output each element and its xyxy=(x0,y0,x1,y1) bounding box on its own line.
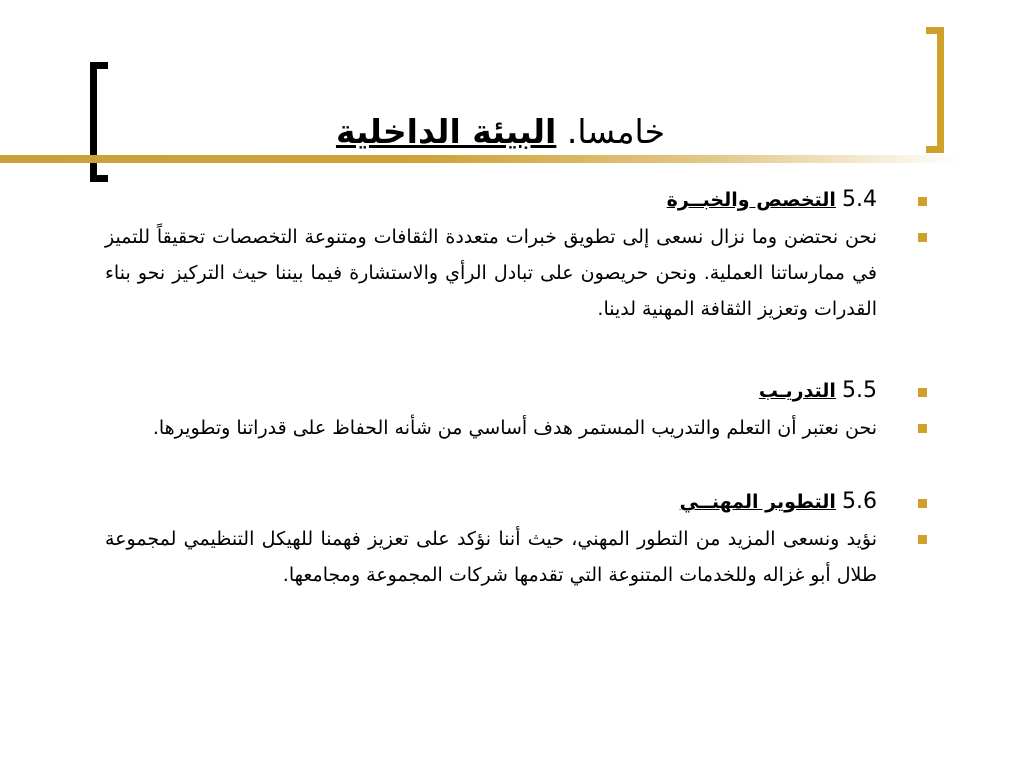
slide-content xyxy=(105,183,935,593)
square-bullet-icon xyxy=(918,233,927,242)
section-number: 5.6 xyxy=(842,489,877,514)
section-number: 5.5 xyxy=(842,378,877,403)
section-paragraph xyxy=(105,521,935,593)
section-heading-text: التدريـب xyxy=(758,380,836,402)
left-bracket-decoration xyxy=(90,62,108,182)
square-bullet-icon xyxy=(918,535,927,544)
paragraph-text: نحن نعتبر أن التعلم والتدريب المستمر هدف أساسي من شأنه الحفاظ على قدراتنا وتطويرها. xyxy=(152,417,877,439)
square-bullet-icon xyxy=(918,424,927,433)
square-bullet-icon xyxy=(918,197,927,206)
section-heading-text: التخصص والخبــرة xyxy=(666,189,836,211)
slide-title xyxy=(300,110,665,154)
section-number: 5.4 xyxy=(842,187,877,212)
section-paragraph xyxy=(105,410,935,446)
spacer xyxy=(105,446,935,485)
section-heading xyxy=(105,374,935,408)
title-prefix: خامسا. xyxy=(566,112,665,151)
section-heading-text: التطوير المهنــي xyxy=(679,491,836,513)
title-emphasis: البيئة الداخلية xyxy=(335,112,557,151)
paragraph-text: نحن نحتضن وما نزال نسعى إلى تطويق خبرات متعددة الثقافات ومتنوعة التخصصات تحقيقاً للتميز في ممارساتنا العملية. ونحن حريصون على تبادل الرأي والاستشارة فيما بيننا حيث التركيز نحو بناء القدرات وتعزيز الثقافة المهنية لدينا. xyxy=(105,226,877,320)
square-bullet-icon xyxy=(918,388,927,397)
square-bullet-icon xyxy=(918,499,927,508)
spacer xyxy=(105,327,935,374)
right-bracket-decoration xyxy=(926,27,944,153)
section-heading xyxy=(105,183,935,217)
section-paragraph xyxy=(105,219,935,327)
title-rule-bar xyxy=(0,155,960,163)
section-heading xyxy=(105,485,935,519)
paragraph-text: نؤيد ونسعى المزيد من التطور المهني، حيث أننا نؤكد على تعزيز فهمنا للهيكل التنظيمي لمجموعة طلال أبو غزاله وللخدمات المتنوعة التي تقدمها شركات المجموعة ومجامعها. xyxy=(105,528,877,586)
